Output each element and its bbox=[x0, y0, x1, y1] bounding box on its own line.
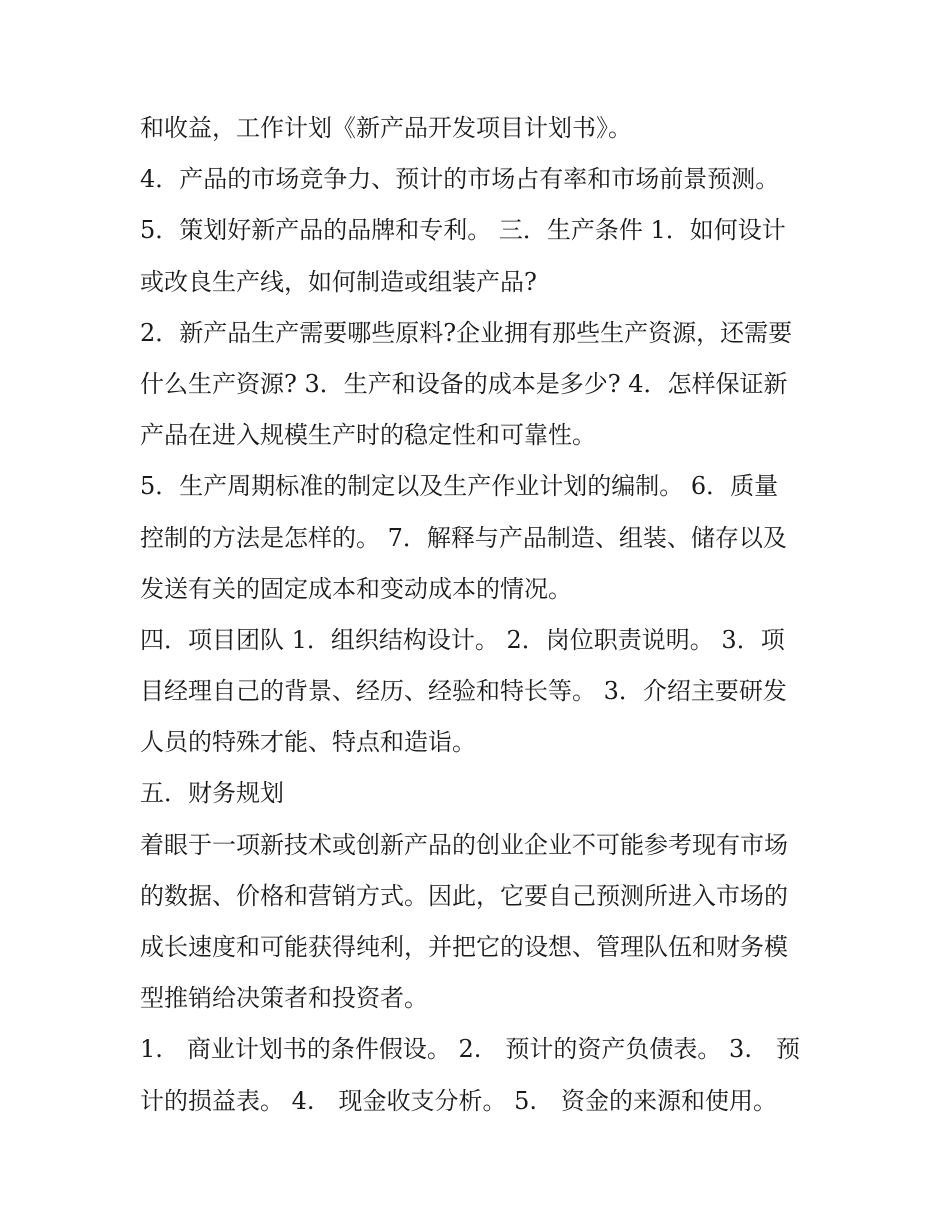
text-line: 4．产品的市场竞争力、预计的市场占有率和市场前景预测。 bbox=[140, 165, 780, 194]
text-line: 人员的特殊才能、特点和造诣。 bbox=[140, 728, 476, 757]
text-line: 型推销给决策者和投资者。 bbox=[140, 984, 428, 1013]
text-line: 的数据、价格和营销方式。因此，它要自己预测所进入市场的 bbox=[140, 881, 788, 910]
text-line: 5．策划好新产品的品牌和专利。 三．生产条件 1．如何设计 bbox=[140, 216, 786, 245]
text-line: 目经理自己的背景、经历、经验和特长等。 3．介绍主要研发 bbox=[140, 677, 787, 706]
text-line: 产品在进入规模生产时的稳定性和可靠性。 bbox=[140, 421, 596, 450]
text-line: 着眼于一项新技术或创新产品的创业企业不可能参考现有市场 bbox=[140, 830, 788, 859]
text-line: 和收益，工作计划《新产品开发项目计划书》。 bbox=[140, 114, 632, 142]
text-line: 5．生产周期标准的制定以及生产作业计划的编制。 6．质量 bbox=[140, 472, 779, 501]
text-line: 2．新产品生产需要哪些原料?企业拥有那些生产资源，还需要 bbox=[140, 318, 793, 347]
text-line: 控制的方法是怎样的。 7．解释与产品制造、组装、储存以及 bbox=[140, 523, 787, 552]
text-line: 成长速度和可能获得纯利，并把它的设想、管理队伍和财务模 bbox=[140, 933, 788, 961]
document-page bbox=[140, 103, 820, 1127]
text-line: 1. 商业计划书的条件假设。 2. 预计的资产负债表。 3. 预 bbox=[140, 1035, 800, 1064]
section-heading: 五．财务规划 bbox=[140, 779, 284, 808]
text-line: 发送有关的固定成本和变动成本的情况。 bbox=[140, 574, 572, 603]
text-line: 或改良生产线，如何制造或组装产品? bbox=[140, 267, 537, 296]
text-line: 计的损益表。 4. 现金收支分析。 5. 资金的来源和使用。 bbox=[140, 1086, 778, 1115]
text-line: 什么生产资源? 3．生产和设备的成本是多少? 4．怎样保证新 bbox=[140, 369, 788, 398]
text-line: 四．项目团队 1．组织结构设计。 2．岗位职责说明。 3．项 bbox=[140, 625, 785, 654]
